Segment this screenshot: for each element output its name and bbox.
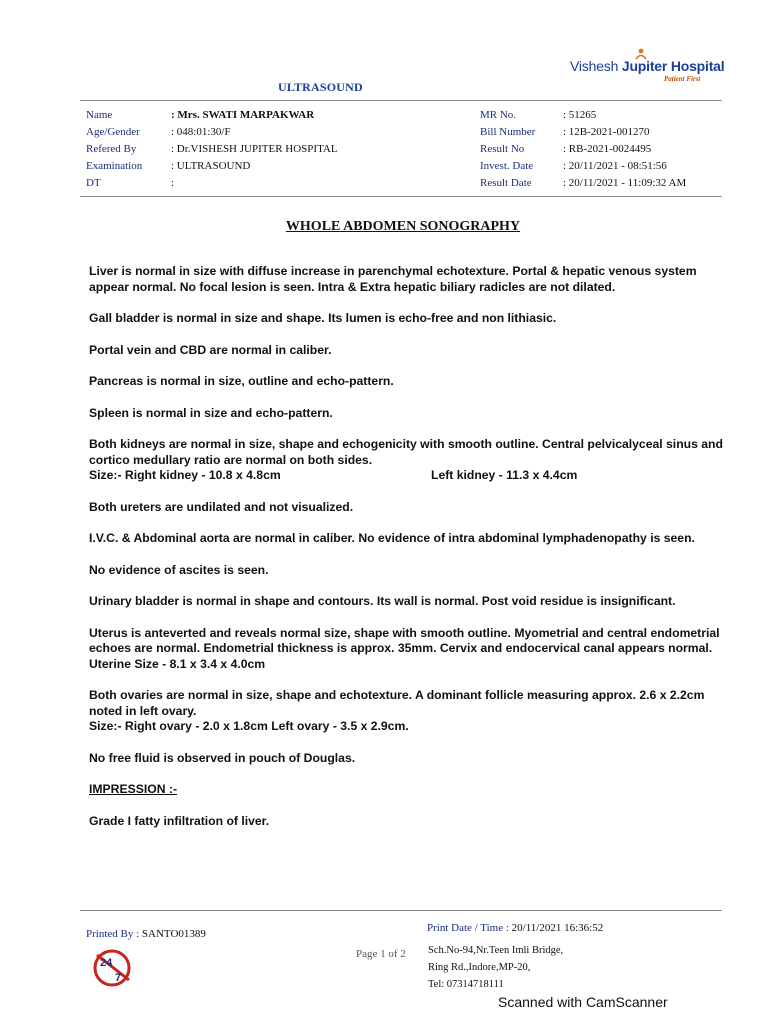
info-value-referred: : Dr.VISHESH JUPITER HOSPITAL: [171, 143, 338, 155]
info-label-bill: Bill Number: [480, 126, 536, 138]
finding-pancreas: Pancreas is normal in size, outline and echo-pattern.: [89, 374, 394, 388]
finding-douglas: No free fluid is observed in pouch of Douglas.: [89, 750, 356, 765]
finding-portal-vein: Portal vein and CBD are normal in caliber.: [89, 342, 332, 357]
kidney-size-left: Left kidney - 11.3 x 4.4cm: [431, 468, 578, 482]
finding-ascites: No evidence of ascites is seen.: [89, 562, 269, 577]
info-label-invest-date: Invest. Date: [480, 160, 534, 172]
badge-top: 24: [100, 957, 113, 969]
printed-by-value: SANTO01389: [141, 928, 206, 940]
header-divider-bottom: [80, 196, 722, 197]
logo-name-first: Vishesh: [570, 58, 619, 74]
report-body: [89, 264, 729, 845]
patient-info-block: [0, 0, 768, 200]
address-line-3: Tel: 07314718111: [428, 979, 504, 990]
info-value-invest-date: : 20/11/2021 - 08:51:56: [563, 160, 667, 172]
info-label-name: Name: [86, 109, 113, 121]
info-value-mr: : 51265: [563, 109, 597, 121]
department-title: ULTRASOUND: [278, 80, 363, 94]
kidney-size-right: Size:- Right kidney - 10.8 x 4.8cm: [89, 468, 281, 482]
finding-kidneys: Both kidneys are normal in size, shape and echogenicity with smooth outline. Central pelvicalyceal sinus and cortico medullary ratio are normal on both sides.: [89, 437, 723, 467]
finding-ivc: I.V.C. & Abdominal aorta are normal in caliber. No evidence of intra abdominal lymphadenopathy is seen.: [89, 531, 695, 545]
print-date-label: Print Date / Time :: [427, 922, 509, 934]
address-line-1: Sch.No-94,Nr.Teen Imli Bridge,: [428, 945, 564, 956]
info-value-result-date: : 20/11/2021 - 11:09:32 AM: [563, 177, 687, 189]
printed-by: [86, 928, 206, 940]
finding-uterus: Uterus is anteverted and reveals normal size, shape with smooth outline. Myometrial and central endometrial echoes are normal. Endometrial thickness is approx. 35mm. Cervix and endocervical canal appears normal.: [89, 625, 720, 655]
finding-ovaries: Both ovaries are normal in size, shape and echotexture. A dominant follicle measuring approx. 2.6 x 2.2cm noted in left ovary.: [89, 688, 705, 718]
print-date-value: 20/11/2021 16:36:52: [511, 922, 604, 934]
info-value-result-no: : RB-2021-0024495: [563, 143, 652, 155]
uterus-size: Uterine Size - 8.1 x 3.4 x 4.0cm: [89, 656, 266, 671]
finding-spleen: Spleen is normal in size and echo-pattern.: [89, 405, 333, 420]
impression-text: Grade I fatty infiltration of liver.: [89, 813, 270, 828]
info-label-referred: Refered By: [86, 143, 137, 155]
address-line-2: Ring Rd.,Indore,MP-20,: [428, 962, 531, 973]
logo-tagline: Patient First: [664, 75, 701, 83]
finding-liver: Liver is normal in size with diffuse increase in parenchymal echotexture. Portal & hepatic venous system appear normal. No focal lesion is seen. Intra & Extra hepatic biliary radicles are not dilated.: [89, 264, 697, 294]
finding-gallbladder: Gall bladder is normal in size and shape. Its lumen is echo-free and non lithiasic.: [89, 311, 557, 325]
info-label-dt: DT: [86, 177, 101, 189]
info-label-age: Age/Gender: [86, 126, 140, 138]
hospital-address: [428, 942, 563, 993]
report-title: WHOLE ABDOMEN SONOGRAPHY: [285, 219, 521, 234]
logo-name-second: Jupiter Hospital: [621, 58, 725, 74]
badge-24-7-icon: [84, 944, 142, 988]
info-label-exam: Examination: [86, 160, 143, 172]
finding-ureters: Both ureters are undilated and not visualized.: [89, 499, 354, 514]
camscanner-watermark: Scanned with CamScanner: [498, 994, 668, 1010]
printed-by-label: Printed By :: [86, 928, 140, 940]
page-number: Page 1 of 2: [356, 948, 406, 960]
info-value-age: : 048:01:30/F: [171, 126, 231, 138]
info-label-result-no: Result No: [480, 143, 525, 155]
info-label-mr: MR No.: [480, 109, 517, 121]
finding-bladder: Urinary bladder is normal in shape and contours. Its wall is normal. Post void residue is insignificant.: [89, 594, 676, 608]
info-value-name: : Mrs. SWATI MARPAKWAR: [171, 109, 315, 121]
footer-divider: [80, 910, 722, 911]
info-label-result-date: Result Date: [480, 177, 532, 189]
ovary-size: Size:- Right ovary - 2.0 x 1.8cm Left ovary - 3.5 x 2.9cm.: [89, 719, 409, 733]
info-value-bill: : 12B-2021-001270: [563, 126, 650, 138]
kidney-size-row: [89, 468, 729, 484]
print-date: [427, 922, 603, 934]
info-value-exam: : ULTRASOUND: [171, 160, 251, 172]
badge-bottom: 7: [115, 972, 122, 984]
impression-heading: IMPRESSION :-: [89, 782, 178, 796]
info-value-dt: :: [171, 177, 175, 189]
